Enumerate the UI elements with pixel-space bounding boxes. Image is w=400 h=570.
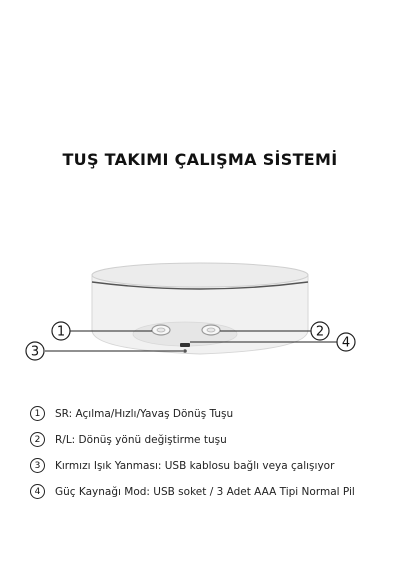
- svg-text:1: 1: [56, 324, 66, 340]
- legend-item: [30, 458, 334, 473]
- legend-item: [30, 406, 233, 421]
- diagram-title: TUŞ TAKIMI ÇALIŞMA SİSTEMİ: [62, 150, 338, 169]
- legend-number: 4: [30, 484, 45, 499]
- legend-text: Kırmızı Işık Yanması: USB kablosu bağlı veya çalışıyor: [55, 459, 335, 472]
- rl-button-inner: [207, 328, 215, 332]
- callout-1: [52, 322, 70, 340]
- legend-text: SR: Açılma/Hızlı/Yavaş Dönüş Tuşu: [55, 407, 234, 420]
- rotating-turntable: [92, 263, 308, 354]
- usb-port: [180, 343, 190, 347]
- turntable-diagram: [0, 250, 400, 380]
- svg-text:2: 2: [315, 324, 325, 340]
- indicator-light: [183, 349, 187, 353]
- legend-number: 2: [30, 432, 45, 447]
- sr-button-inner: [157, 328, 165, 332]
- callout-2: [311, 322, 329, 340]
- legend-item: [30, 484, 355, 499]
- callout-4: [337, 333, 355, 351]
- legend-text: Güç Kaynağı Mod: USB soket / 3 Adet AAA Tipi Normal Pil: [55, 485, 355, 498]
- legend-number: 1: [30, 406, 45, 421]
- svg-text:3: 3: [30, 344, 40, 360]
- svg-text:4: 4: [341, 335, 351, 351]
- turntable-top: [92, 263, 308, 287]
- legend-item: [30, 432, 227, 447]
- legend-number: 3: [30, 458, 45, 473]
- callout-3: [26, 342, 44, 360]
- legend-text: R/L: Dönüş yönü değiştirme tuşu: [55, 433, 227, 446]
